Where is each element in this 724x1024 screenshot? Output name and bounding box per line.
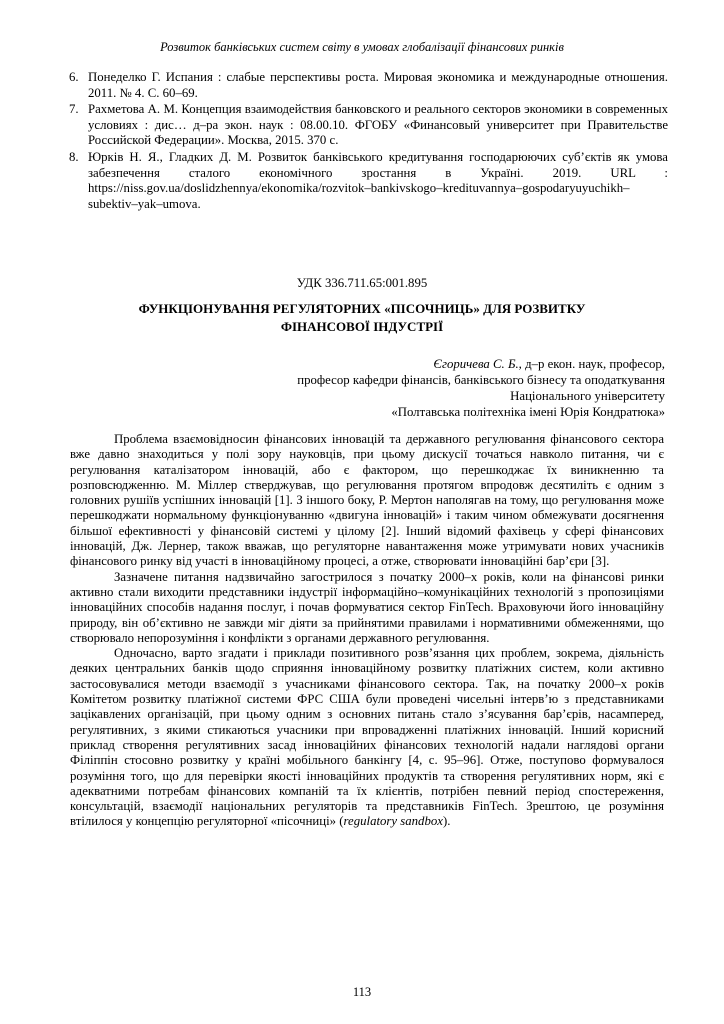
reference-text: Юрків Н. Я., Гладких Д. М. Розвиток банківського кредитування господарюючих суб’єктів як умова забезпечення сталого економічного зростання в Україні. 2019. URL : https://niss.gov.ua/doslidzhennya/ekonomika/rozvitok–bankivskogo–kredituvannya–gospodaryuyuchikh–subektiv–yak–umova.	[88, 149, 668, 211]
italic-term: regulatory sandbox	[343, 814, 443, 829]
reference-text: Понеделко Г. Испания : слабые перспективы роста. Мировая экономика и международные отношения. 2011. № 4. С. 60–69.	[88, 70, 668, 100]
running-header: Розвиток банківських систем світу в умовах глобалізації фінансових ринків	[160, 40, 564, 54]
author-position: професор кафедри фінансів, банківського бізнесу та оподаткування	[297, 373, 665, 387]
author-name: Єгоричева С. Б.,	[433, 357, 522, 371]
body-paragraph: Проблема взаємовідносин фінансових інновацій та державного регулювання фінансового сектора вже давно знаходиться у полі зору науковців, при цьому дискусії точаться навколо питання, чи є регулювання каталізатором інновацій, або є фактором, що перешкоджає їх виникненню та розповсюдженню. М. Міллер стверджував, що регулювання протягом впродовж десятиліть є одним з головних рушіїв успішних інновацій [1]. З іншого боку, Р. Мертон наполягав на тому, що регулювання може перешкоджати нормальному функціонуванню «двигуна інновацій» і таким чином обмежувати досягнення більшої ефективності у фінансовій системі у цілому [2]. Інший відомий фахівець у сфері фінансових інновацій, Дж. Лернер, також вважав, що регуляторне навантаження може утримувати нових учасників фінансового ринку від участі в інноваційному процесі, а отже, створювати інноваційні бар’єри [3].	[70, 432, 664, 569]
page-number: 113	[352, 985, 372, 999]
udc-code: УДК 336.711.65:001.895	[296, 276, 428, 290]
author-degree: д–р екон. наук, професор,	[521, 357, 665, 371]
author-block	[165, 356, 665, 420]
article-body	[70, 432, 664, 830]
reference-text: Рахметова А. М. Концепция взаимодействия банковского и реального секторов экономики в современных условиях : дис… д–ра экон. наук : 08.00.10. ФГОБУ «Финансовый университет при Правительстве Российской Федерации». Москва, 2015. 370 с.	[88, 102, 668, 148]
author-line	[165, 356, 665, 372]
author-organization: «Полтавська політехніка імені Юрія Кондратюка»	[391, 405, 665, 419]
paragraph-text: Одночасно, варто згадати і приклади позитивного розв’язання цих проблем, зокрема, діяльність деяких центральних банків щодо сприяння інноваційному розвитку платіжних систем, коли активно застосовувалися методи взаємодії з учасниками фінансового сектора. Так, на початку 2000–х років Комітетом розвитку платіжної системи ФРС США були проведені чисельні інтерв’ю з представниками зацікавлених організацій, при цьому одним з основних питань стало з’ясування бар’єрів, насамперед, регулятивних, з якими стикаються учасники при впровадженні платіжних інновацій. Інший корисний приклад створення регулятивних засад інноваційних фінансових технологій надали наглядові органи Філіппін стосовно розвитку у країні мобільного банкінгу [4, с. 95–96]. Отже, поступово формувалося розуміння того, що для перевірки якості інноваційних продуктів та створення регулятивних норм, які є адекватними потребам фінансових компаній та їх клієнтів, потрібен певний період спостереження, консультацій, взаємодії національних регуляторів та представників FinTech. Зрештою, це розуміння втілилося у концепцію регуляторної «пісочниці» (	[70, 646, 664, 829]
reference-number: 8.	[69, 149, 79, 164]
body-paragraph	[70, 646, 664, 830]
body-paragraph: Зазначене питання надзвичайно загострилося з початку 2000–х років, коли на фінансові ринки активно стали виходити представники індустрії інформаційно–комунікаційних технологій з пропозиціями інноваційних способів надання послуг, і почав формуватися сектор FinTech. Враховуючи його інноваційну природу, він об’єктивно не завжди міг діяти за прийнятими правилами і нормативними обмеженнями, що створювало непорозуміння і конфлікти з органами державного регулювання.	[70, 569, 664, 645]
reference-list	[69, 70, 668, 213]
reference-number: 7.	[69, 102, 79, 117]
reference-item	[69, 102, 668, 149]
reference-item	[69, 70, 668, 101]
author-organization: Національного університету	[510, 389, 665, 403]
article-title: ФУНКЦІОНУВАННЯ РЕГУЛЯТОРНИХ «ПІСОЧНИЦЬ» ДЛЯ РОЗВИТКУ ФІНАНСОВОЇ ІНДУСТРІЇ	[138, 301, 586, 334]
reference-number: 6.	[69, 70, 79, 84]
reference-item	[69, 149, 668, 212]
paragraph-tail: ).	[442, 814, 451, 829]
